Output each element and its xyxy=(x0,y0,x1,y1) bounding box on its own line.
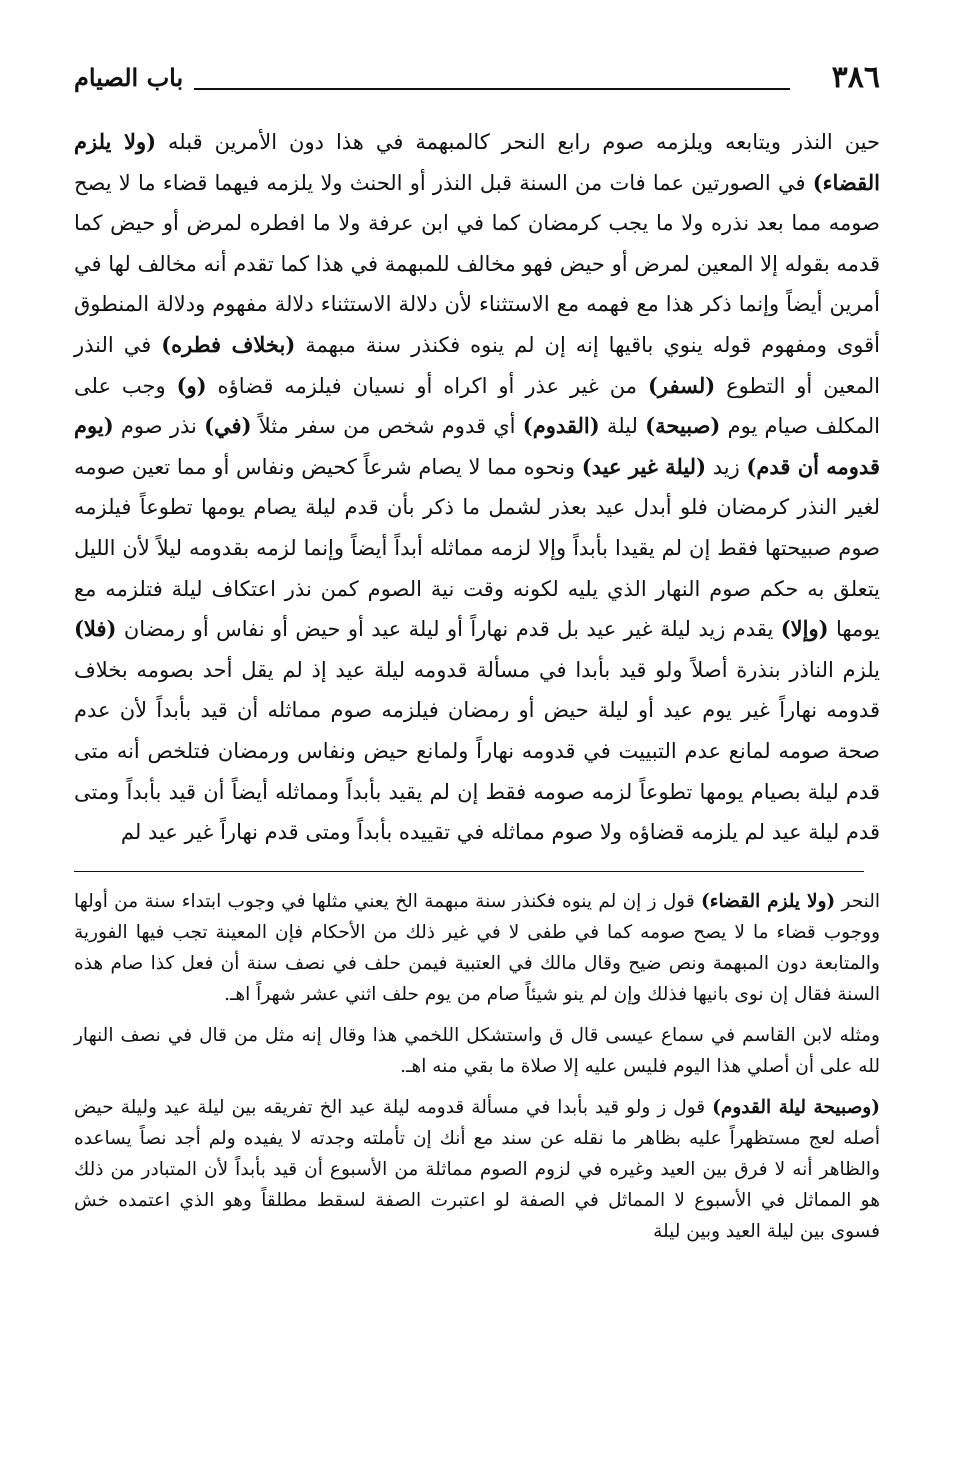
text-run: نذر صوم xyxy=(113,414,205,439)
text-run: حين النذر ويتابعه ويلزمه صوم رابع النحر كالمبهمة في هذا دون الأمرين قبله xyxy=(156,130,880,154)
text-run: يلزم الناذر بنذرة أصلاً ولو قيد بأبدا في مسألة قدومه ليلة عيد إذ لم يقل أحد بصومه بخلاف قدومه نهاراً غير يوم عيد أو ليلة حيض أو رمضان فيلزمه صوم مماثله أن قيد بأبداً لأن عدم صحة صومه لمانع عدم التبييت في قدومه نهاراً ولمانع حيض ونفاس ورمضان فتلخص أنه متى قدم ليلة بصيام يومها تطوعاً لزمه صومه فقط إن لم يقيد بأبداً ومماثله أيضاً أن قيد بأبداً ومتى قدم ليلة عيد لم يلزمه قضاؤه ولا صوم مماثله في تقييده بأبداً ومتى قدم نهاراً غير عيد لم xyxy=(74,657,880,845)
text-run: أي قدوم شخص من سفر مثلاً xyxy=(251,414,523,439)
bold-term: (وصبيحة ليلة القدوم) xyxy=(712,1096,880,1118)
bold-term: (القدوم) xyxy=(522,413,600,439)
header-rule xyxy=(194,88,790,90)
text-run: يقدم زيد ليلة غير عيد بل قدم نهاراً أو ليلة عيد أو حيض أو نفاس أو رمضان xyxy=(116,617,781,642)
text-run: النحر xyxy=(835,890,881,912)
bold-term: (لسفر) xyxy=(647,372,716,398)
text-run: ليلة xyxy=(599,414,646,439)
bold-term: (فلا) xyxy=(74,616,117,642)
note-paragraph xyxy=(74,886,880,1010)
bold-term: (بخلاف فطره) xyxy=(161,331,296,357)
page-number: ٣٨٦ xyxy=(831,60,880,95)
bold-term: (وإلا) xyxy=(780,616,829,642)
chapter-title: باب الصيام xyxy=(74,63,184,92)
commentary-notes xyxy=(74,886,880,1247)
text-run: قول ز ولو قيد بأبدا في مسألة قدومه ليلة عيد الخ تفريقه بين ليلة عيد وليلة حيض أصله لعج مستظهراً عليه بظاهر ما نقله عن سند مع أنك إن تأملته وجدته لا يفيده ولم أجد نصاً يساعده والظاهر أنه لا فرق بين العيد وغيره في لزوم الصوم مماثلة من الأسبوع أن قيد بأبداً لأن المتبادر من ذلك هو المماثل في الأسبوع لا المماثل في الصفة لو اعتبرت الصفة لسقط مطلقاً وهو الذي اعتمده خش فسوى بين ليلة العيد وبين ليلة xyxy=(74,1096,880,1242)
bold-term: (يوم قدومه أن قدم) xyxy=(74,413,880,479)
note-paragraph xyxy=(74,1092,880,1247)
text-run: في النذر المعين أو التطوع xyxy=(74,332,880,398)
text-run: قول ز إن لم ينوه فكنذر سنة مبهمة الخ يعني مثلها في وجوب ابتداء سنة من أولها ووجوب قضاء ما لا يصح صومه كما في طفى لا في غير ذلك من الأحكام فإن المعينة تجب فيها الفورية والمتابعة دون المبهمة ونص ضيح وقال مالك في العتبية فيمن حلف في نصف سنة أن فعل كذا صام هذه السنة فقال إن نوى بانيها فذلك وإن لم ينو شيئاً صام من يوم حلف اثني عشر شهراً اهـ. xyxy=(74,890,880,1005)
bold-term: (ليلة غير عيد) xyxy=(581,453,707,479)
text-run: ونحوه مما لا يصام شرعاً كحيض ونفاس أو مما تعين صومه لغير النذر كرمضان فلو أبدل عيد بعذر لشمل ما ذكر بأن قدم ليلة يصام يومها تطوعاً فيلزمه صوم صبيحتها فقط إن لم يقيدا بأبداً وإلا لزمه مماثله أبداً أيضاً وإنما لزمه بقدومه ليلاً لأن الليل يتعلق به حكم صوم النهار الذي يليه لكونه وقت نية الصوم كمن نذر اعتكاف ليلة فتلزمه مع يومها xyxy=(74,454,880,642)
footnote-divider xyxy=(74,871,864,872)
text-run: ومثله لابن القاسم في سماع عيسى قال ق واستشكل اللخمي هذا وقال إنه مثل من قال في نصف النهار لله على أن أصلي هذا اليوم فليس عليه إلا صلاة ما بقي منه اهـ. xyxy=(74,1024,880,1077)
note-paragraph xyxy=(74,1020,880,1082)
bold-term: (في) xyxy=(204,413,252,439)
bold-term: (ولا يلزم القضاء) xyxy=(74,129,880,195)
text-run: من غير عذر أو اكراه أو نسيان فيلزمه قضاؤه xyxy=(206,373,648,398)
text-run: زيد xyxy=(706,454,747,479)
text-run: في الصورتين عما فات من السنة قبل النذر أو الحنث ولا يلزمه فيهما قضاء ما لا يصح صومه مما بعد نذره ولا ما يجب كرمضان كما في ابن عرفة ولا ما افطره لمرض أو حيض كما قدمه بقوله إلا المعين لمرض أو حيض فهو مخالف للمبهمة في هذا كما تقدم أنه مخالف لها في أمرين أيضاً وإنما ذكر هذا مع فهمه مع الاستثناء لأن دلالة الاستثناء دلالة مفهوم ودلالة المنطوق أقوى ومفهوم قوله ينوي باقيها إنه إن لم ينوه فكنذر سنة مبهمة xyxy=(74,170,880,357)
bold-term: (و) xyxy=(176,372,207,398)
main-text xyxy=(74,122,880,853)
bold-term: (ولا يلزم القضاء) xyxy=(701,890,836,912)
book-page xyxy=(74,58,880,1257)
running-header xyxy=(74,58,880,102)
text-run: وجب على المكلف صيام يوم xyxy=(74,373,881,439)
bold-term: (صبيحة) xyxy=(645,413,721,439)
